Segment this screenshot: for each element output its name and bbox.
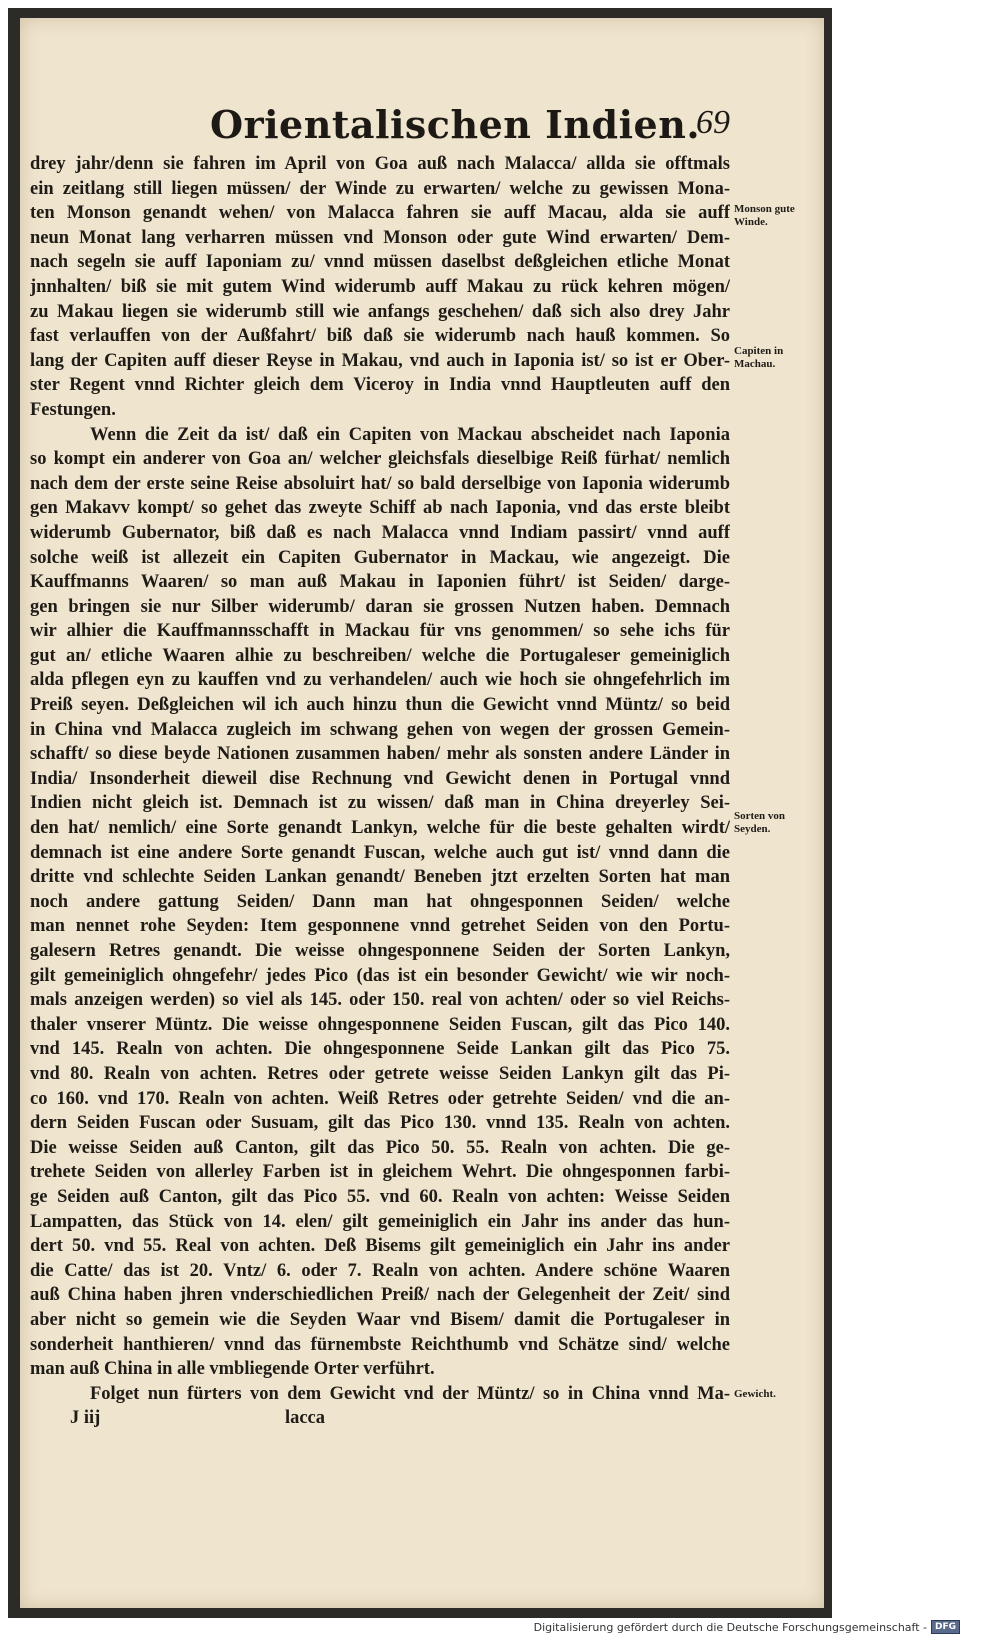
text-line: neun Monat lang verharren müssen vnd Monson oder gute Wind erwarten/ Dem- bbox=[30, 227, 730, 248]
text-line: ge Seiden auß Canton, gilt das Pico 55. vnd 60. Realn von achten: Weisse Seiden bbox=[30, 1186, 730, 1207]
text-line: vnd 80. Realn von achten. Retres oder getrete weisse Seiden Lankyn gilt das Pi- bbox=[30, 1063, 730, 1084]
margin-note: Capiten in Machau. bbox=[734, 345, 784, 370]
text-line: co 160. vnd 170. Realn von achten. Weiß Retres oder getrehte Seiden/ vnd die an- bbox=[30, 1088, 730, 1109]
signature-line bbox=[30, 1406, 730, 1431]
page-number: 69 bbox=[696, 104, 730, 141]
text-line: Festungen. bbox=[30, 399, 116, 420]
body-text bbox=[30, 152, 730, 1431]
text-line: mals anzeigen werden) so viel als 145. oder 150. real von achten/ oder so viel Reichs- bbox=[30, 990, 730, 1011]
text-line: trehete Seiden von allerley Farben ist in gleichem Wehrt. Die ohngesponnen farbi- bbox=[30, 1162, 730, 1183]
text-line: galesern Retres genandt. Die weisse ohngesponnene Seiden der Sorten Lankyn, bbox=[30, 941, 730, 961]
margin-note: Sorten von Seyden. bbox=[734, 810, 786, 835]
text-line: den hat/ nemlich/ eine Sorte genandt Lankyn, welche für die beste gehalten wirdt/ bbox=[30, 818, 730, 839]
text-line: nach segeln sie auff Iaponiam zu/ vnnd müssen daselbst deßgleichen etliche Monat bbox=[30, 252, 730, 273]
text-line: widerumb Gubernator, biß daß es nach Malacca vnnd Indiam passirt/ vnnd auff bbox=[30, 522, 730, 543]
text-line: gen Makavv kompt/ so gehet das zweyte Schiff ab nach Iaponia, vnd das erste bleibt bbox=[30, 498, 730, 519]
credit-text: Digitalisierung gefördert durch die Deutsche Forschungsgemeinschaft - bbox=[533, 1620, 927, 1634]
text-line: lang der Capiten auff dieser Reyse in Makau, vnd auch in Iaponia ist/ so ist er Ober- bbox=[30, 350, 730, 371]
text-line: wir alhier die Kauffmannsschafft in Mackau für vns genommen/ so sehe ichs für bbox=[30, 621, 730, 642]
text-line: noch andere gattung Seiden/ Dann man hat ohngesponnen Seiden/ welche bbox=[30, 891, 730, 912]
signature-mark: J iij bbox=[70, 1408, 101, 1429]
text-line: gilt gemeiniglich ohngefehr/ jedes Pico (das ist ein besonder Gewicht/ wie wir noch- bbox=[30, 965, 730, 986]
text-line: fast verlauffen von der Außfahrt/ biß daß sie widerumb nach hauß kommen. So bbox=[30, 326, 730, 347]
text-line: solche weiß ist allezeit ein Capiten Gubernator in Mackau, wie angezeigt. Die bbox=[30, 547, 730, 568]
text-line: aber nicht so gemein wie die Seyden Waar vnd Bisem/ damit die Portugaleser in bbox=[30, 1309, 730, 1330]
text-line: Folget nun fürters von dem Gewicht vnd der Müntz/ so in China vnnd Ma- bbox=[90, 1383, 730, 1404]
text-line: so kompt ein anderer von Goa an/ welcher gleichsfals dieselbige Reiß fürhat/ nemlich bbox=[30, 449, 730, 470]
text-line: in China vnd Malacca zugleich im schwang gehen von wegen der grossen Gemein- bbox=[30, 719, 730, 740]
text-line: man nennet rohe Seyden: Item gesponnene vnnd getrehet Seiden von den Portu- bbox=[30, 916, 730, 937]
catchword: lacca bbox=[284, 1408, 326, 1429]
text-line: alda pflegen eyn zu kauffen vnd zu verhandelen/ auch wie hoch sie ohngefehrlich im bbox=[30, 670, 730, 691]
text-line: gut an/ etliche Waaren alhie zu beschreiben/ welche die Portugaleser gemeiniglich bbox=[30, 645, 730, 666]
text-line: zu Makau liegen sie widerumb still wie anfangs geschehen/ daß sich also drey Jahr bbox=[30, 301, 730, 322]
text-line: ten Monson genandt wehen/ von Malacca fahren sie auff Macau, alda sie auff bbox=[30, 203, 730, 224]
text-line: die Catte/ das ist 20. Vntz/ 6. oder 7. Realn von achten. Andere schöne Waaren bbox=[30, 1260, 730, 1281]
text-line: Die weisse Seiden auß Canton, gilt das Pico 50. 55. Realn von achten. Die ge- bbox=[30, 1137, 730, 1158]
text-line: sonderheit hanthieren/ vnnd das fürnembste Reichthumb vnd Schätze sind/ welche bbox=[30, 1334, 730, 1355]
text-line: dern Seiden Fuscan oder Susuam, gilt das Pico 130. vnnd 135. Realn von achten. bbox=[30, 1113, 730, 1134]
text-line: thaler vnserer Müntz. Die weisse ohngesponnene Seiden Fuscan, gilt das Pico 140. bbox=[30, 1014, 730, 1035]
text-line: nach dem der erste seine Reise absoluirt hat/ so bald derselbige von Iaponia widerumb bbox=[30, 473, 730, 494]
text-line: Preiß seyen. Deßgleichen wil ich auch hinzu thun die Gewicht vnnd Müntz/ so beid bbox=[30, 695, 730, 716]
margin-note: Gewicht. bbox=[734, 1388, 776, 1400]
header-title: Orientalischen Indien. bbox=[210, 102, 701, 147]
running-header bbox=[210, 102, 750, 154]
margin-note: Monson gute Winde. bbox=[734, 203, 795, 228]
text-line: Indien nicht gleich ist. Demnach ist zu wissen/ daß man in China dreyerley Sei- bbox=[30, 793, 730, 814]
text-line: demnach ist eine andere Sorte genandt Fuscan, welche auch gut ist/ vnnd dann die bbox=[30, 842, 730, 863]
digitization-credit bbox=[534, 1618, 960, 1636]
dfg-logo: DFG bbox=[931, 1620, 960, 1634]
text-line: Wenn die Zeit da ist/ daß ein Capiten von Mackau abscheidet nach Iaponia bbox=[90, 424, 730, 445]
text-line: ster Regent vnnd Richter gleich dem Viceroy in India vnnd Hauptleuten auff den bbox=[30, 375, 730, 396]
text-line: Kauffmanns Waaren/ so man auß Makau in Iaponien führt/ ist Seiden/ darge- bbox=[30, 572, 730, 593]
text-line: dert 50. vnd 55. Real von achten. Deß Bisems gilt gemeiniglich ein Jahr ins ander bbox=[30, 1236, 730, 1257]
text-line: dritte vnd schlechte Seiden Lankan genandt/ Beneben jtzt erzelten Sorten hat man bbox=[30, 867, 730, 888]
text-line: vnd 145. Realn von achten. Die ohngesponnene Seide Lankan gilt das Pico 75. bbox=[30, 1039, 730, 1060]
text-line: drey jahr/denn sie fahren im April von Goa auß nach Malacca/ allda sie offtmals bbox=[30, 154, 730, 174]
text-line: Lampatten, das Stück von 14. elen/ gilt gemeiniglich ein Jahr ins ander das hun- bbox=[30, 1211, 730, 1232]
text-line: India/ Insonderheit dieweil dise Rechnung vnd Gewicht denen in Portugal vnnd bbox=[30, 768, 730, 789]
text-line: gen bringen sie nur Silber widerumb/ daran sie grossen Nutzen haben. Demnach bbox=[30, 596, 730, 617]
text-line: ein zeitlang still liegen müssen/ der Winde zu erwarten/ welche zu gewissen Mona- bbox=[30, 178, 730, 199]
text-line: auß China haben jhren vnderschiedlichen Preiß/ nach der Gelegenheit der Zeit/ sind bbox=[30, 1285, 730, 1306]
text-line: man auß China in alle vmbliegende Orter verführt. bbox=[30, 1359, 435, 1380]
text-line: schafft/ so diese beyde Nationen zusammen haben/ mehr als sonsten andere Länder in bbox=[30, 744, 730, 765]
text-line: jnnhalten/ biß sie mit gutem Wind widerumb auff Makau zu rück kehren mögen/ bbox=[30, 276, 730, 297]
